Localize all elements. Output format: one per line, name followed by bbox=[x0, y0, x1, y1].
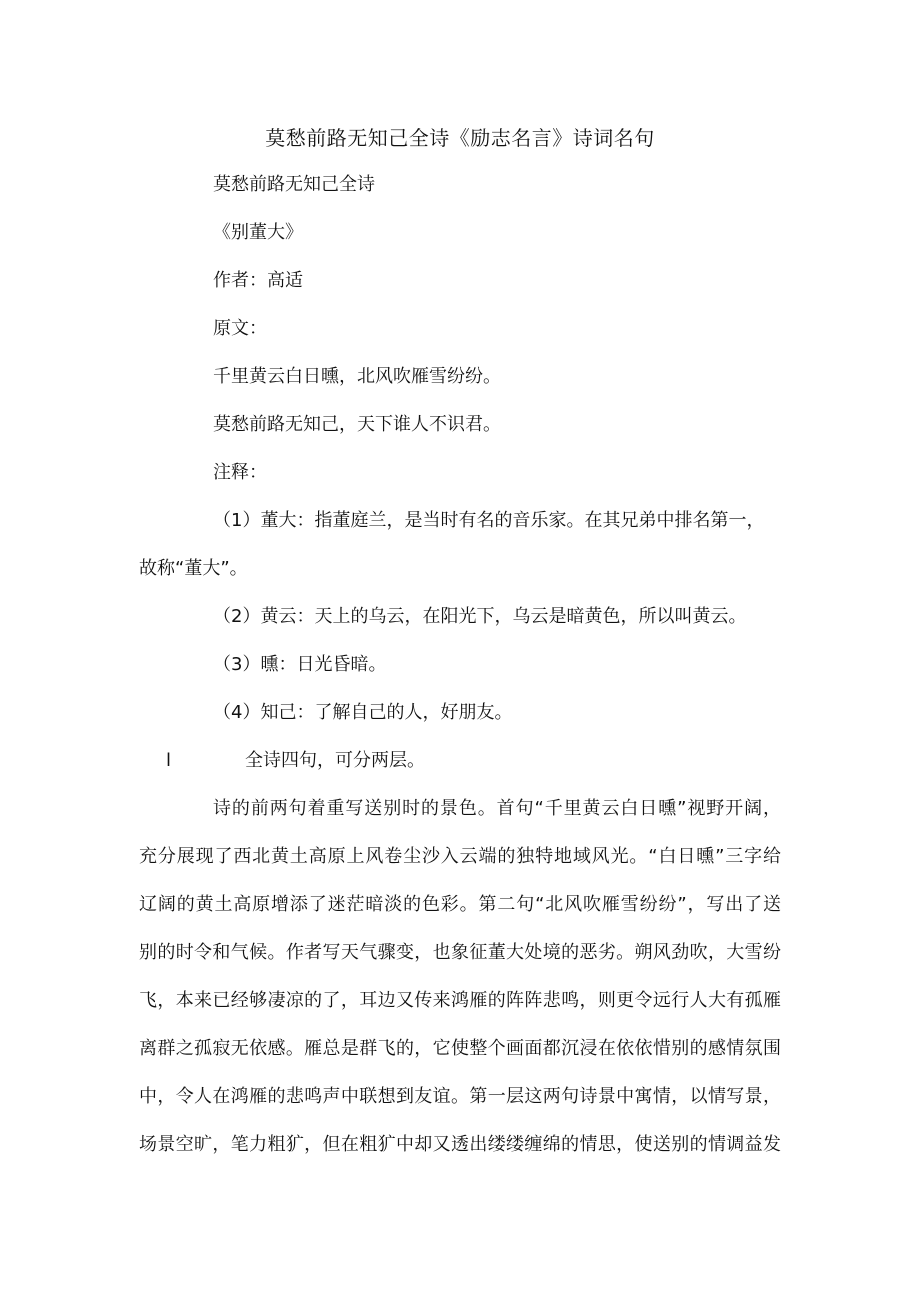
analysis-line: 充分展现了西北黄土高原上风卷尘沙入云端的独特地域风光。“白日曛”三字给 bbox=[139, 846, 781, 867]
analysis-line: 诗的前两句着重写送别时的景色。首句“千里黄云白日曛”视野开阔， bbox=[213, 798, 781, 819]
document-title: 莫愁前路无知己全诗《励志名言》诗词名句 bbox=[265, 126, 655, 150]
note-2: （2）黄云：天上的乌云，在阳光下，乌云是暗黄色，所以叫黄云。 bbox=[213, 606, 747, 627]
notes-label: 注释： bbox=[213, 462, 267, 483]
analysis-line: 离群之孤寂无依感。雁总是群飞的，它使整个画面都沉浸在依依惜别的感情氛围 bbox=[139, 1038, 781, 1059]
poem-line: 千里黄云白日曛，北风吹雁雪纷纷。 bbox=[213, 366, 501, 387]
analysis-line: 辽阔的黄土高原增添了迷茫暗淡的色彩。第二句“北风吹雁雪纷纷”，写出了送 bbox=[139, 894, 781, 915]
analysis-line: 场景空旷，笔力粗犷，但在粗犷中却又透出缕缕缠绵的情思，使送别的情调益发 bbox=[139, 1134, 781, 1155]
original-label: 原文： bbox=[213, 318, 267, 339]
section-marker: l bbox=[166, 750, 172, 771]
poem-line: 莫愁前路无知己，天下谁人不识君。 bbox=[213, 414, 501, 435]
analysis-line: 中，令人在鸿雁的悲鸣声中联想到友谊。第一层这两句诗景中寓情，以情写景， bbox=[139, 1086, 781, 1107]
note-1-line-2: 故称“董大”。 bbox=[139, 558, 248, 579]
poem-title: 《别董大》 bbox=[213, 222, 303, 243]
analysis-line: 别的时令和气候。作者写天气骤变，也象征董大处境的恶劣。朔风劲吹，大雪纷 bbox=[139, 942, 781, 963]
note-3: （3）曛：日光昏暗。 bbox=[213, 654, 387, 675]
section-heading: 全诗四句，可分两层。 bbox=[245, 750, 425, 771]
subtitle: 莫愁前路无知己全诗 bbox=[213, 174, 375, 195]
author-line: 作者：高适 bbox=[213, 270, 303, 291]
note-4: （4）知己：了解自己的人，好朋友。 bbox=[213, 702, 513, 723]
analysis-line: 飞，本来已经够凄凉的了，耳边又传来鸿雁的阵阵悲鸣，则更令远行人大有孤雁 bbox=[139, 990, 781, 1011]
note-1-line-1: （1）董大：指董庭兰，是当时有名的音乐家。在其兄弟中排名第一， bbox=[213, 510, 765, 531]
